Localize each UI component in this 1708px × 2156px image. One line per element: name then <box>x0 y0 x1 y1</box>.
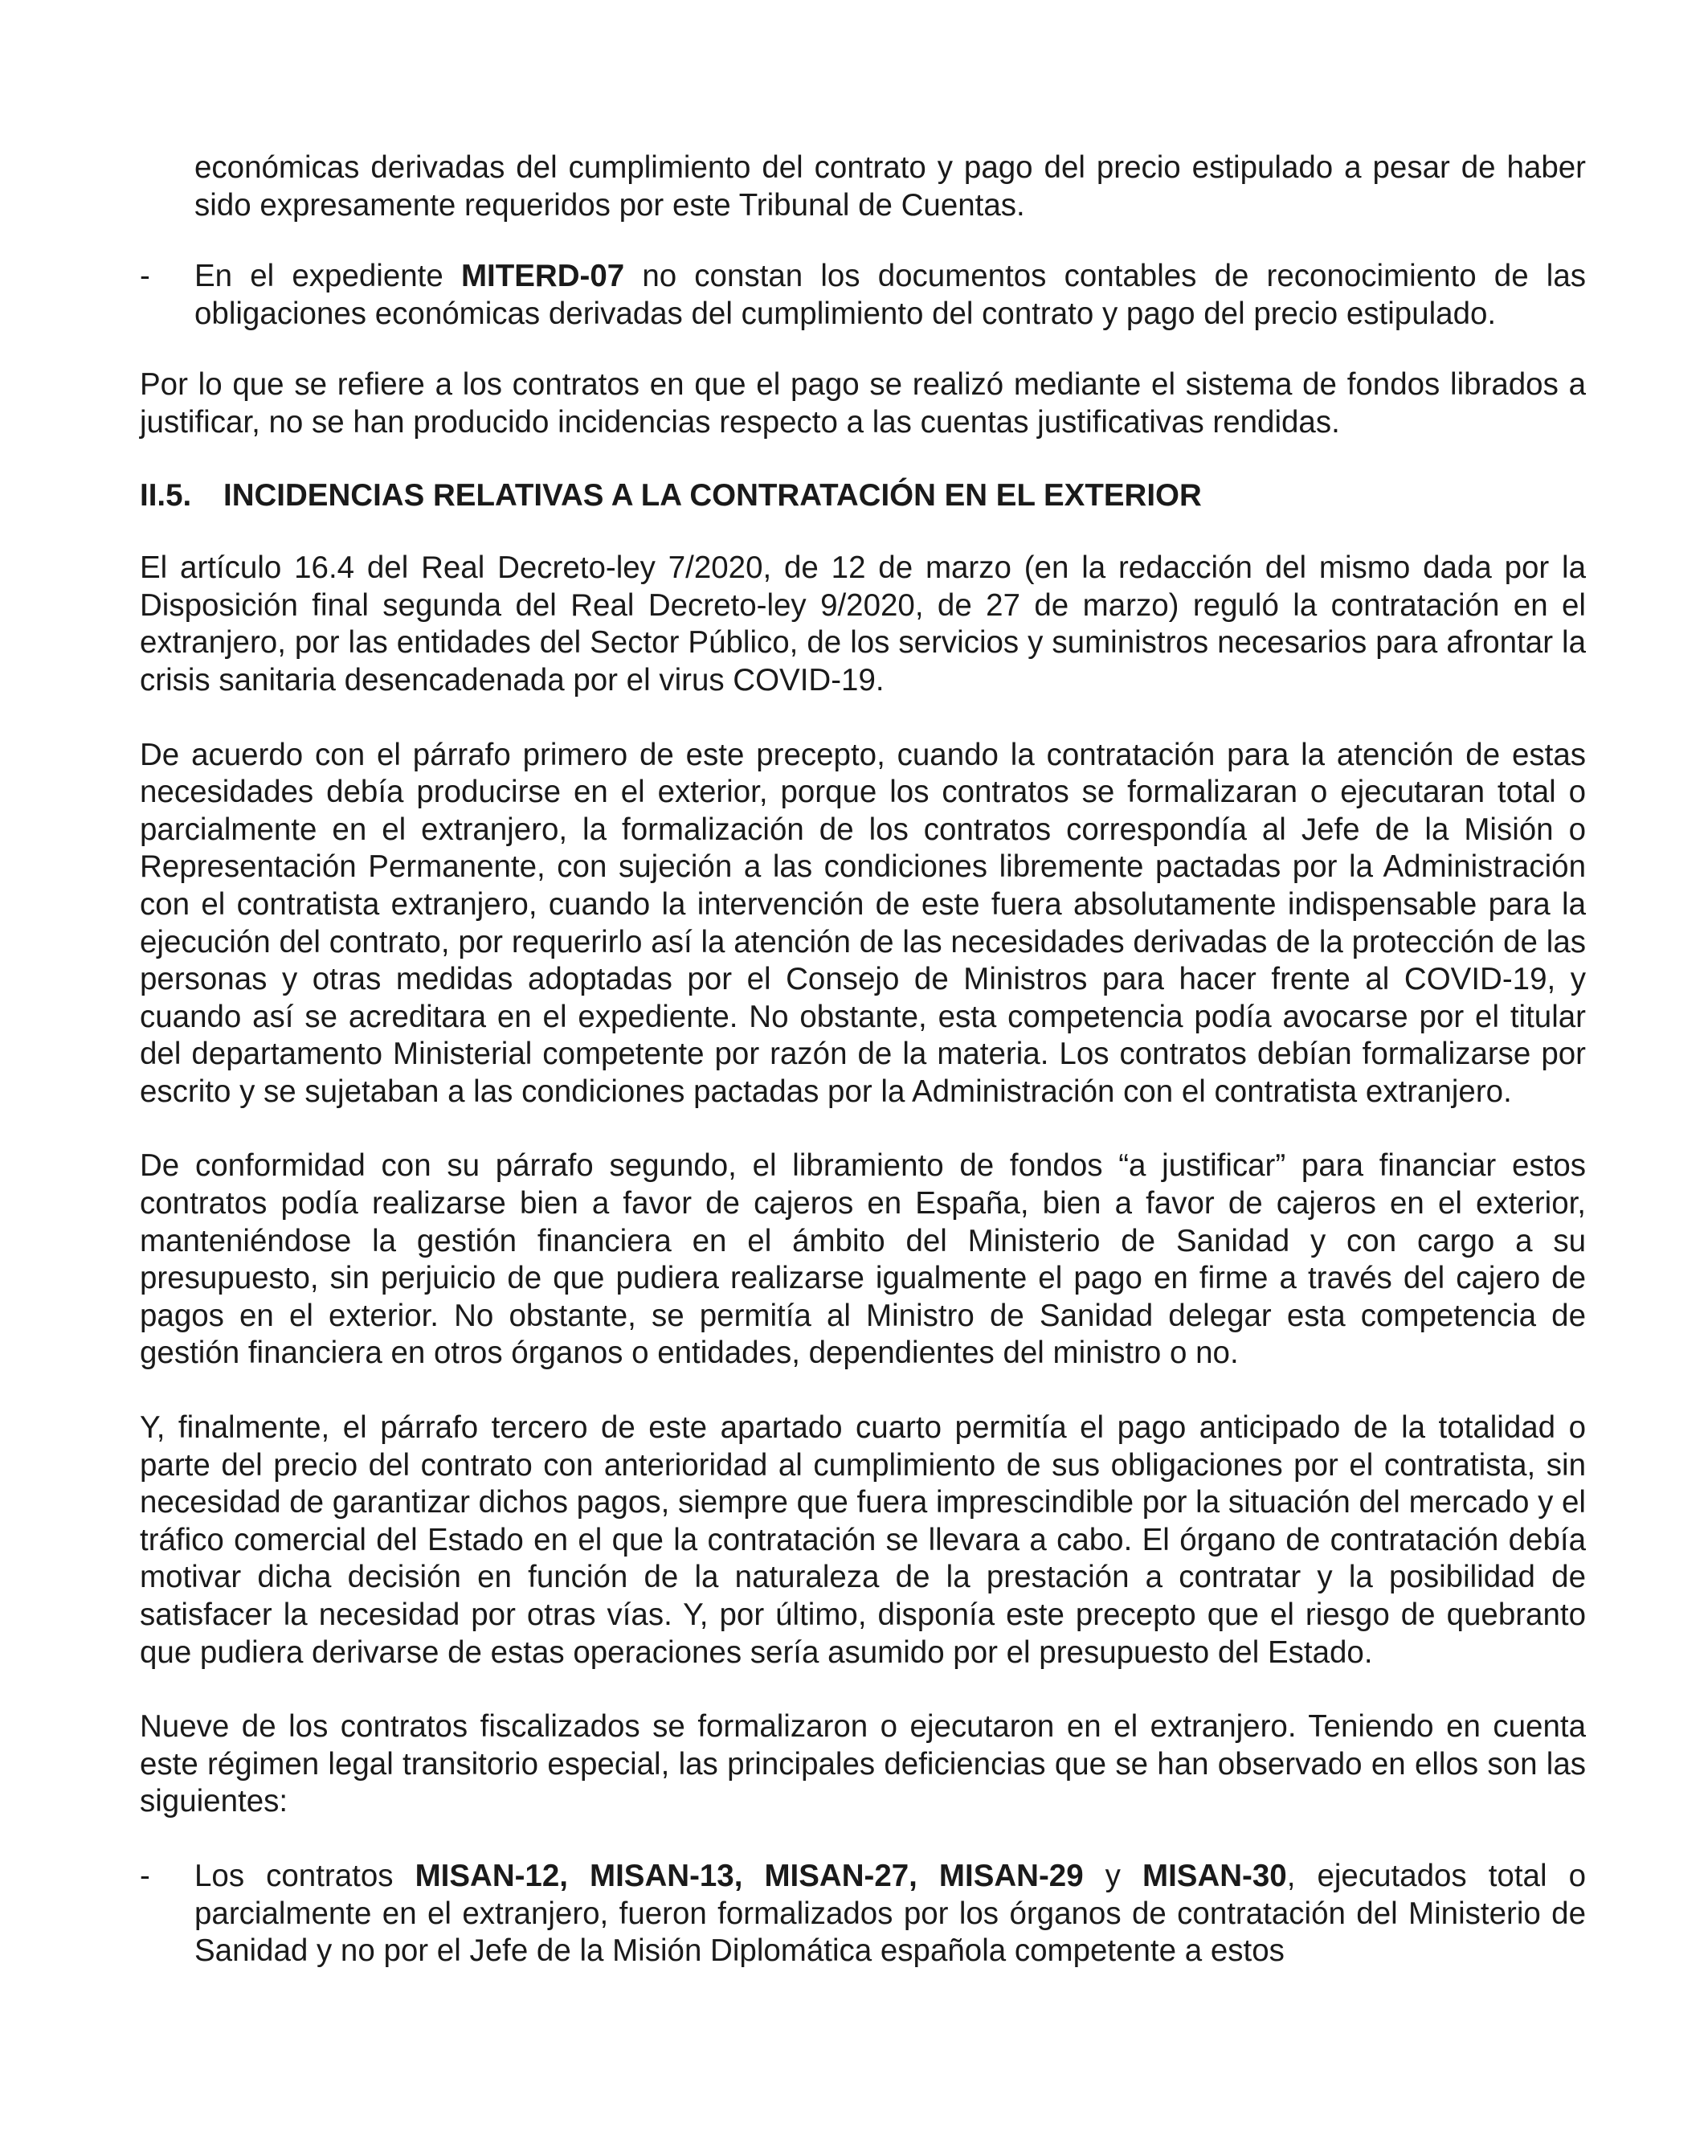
paragraph-parrafo-primero: De acuerdo con el párrafo primero de este precepto, cuando la contratación para la atención de estas necesidades debía producirse en el exterior, porque los contratos se formalizaran o ejecutaran total o parcialmente en el extranjero, la formalización de los contratos correspondía al Jefe de la Misión o Representación Permanente, con sujeción a las condiciones libremente pactadas por la Administración con el contratista extranjero, cuando la intervención de este fuera absolutamente indispensable para la ejecución del contrato, por requerirlo así la atención de las necesidades derivadas de la protección de las personas y otras medidas adoptadas por el Consejo de Ministros para hacer frente al COVID-19, y cuando así se acreditara en el expediente. No obstante, esta competencia podía avocarse por el titular del departamento Ministerial competente por razón de la materia. Los contratos debían formalizarse por escrito y se sujetaban a las condiciones pactadas por la Administración con el contratista extranjero. <box>140 737 1586 1109</box>
bullet-miterd-post: no constan los documentos contables de reconocimiento de las obligaciones económicas derivadas del cumplimiento del contrato y pago del precio estipulado. <box>194 259 1587 331</box>
bullet-dash: - <box>140 1858 150 1893</box>
document-page <box>140 149 1586 1970</box>
contract-code-last: MISAN-30 <box>1142 1858 1287 1893</box>
bullet-miterd <box>140 258 1586 333</box>
bullet-misan-pre: Los contratos <box>194 1858 415 1893</box>
paragraph-nueve-contratos: Nueve de los contratos fiscalizados se formalizaron o ejecutaron en el extranjero. Teniendo en cuenta este régimen legal transitorio especial, las principales deficiencias que se han observado en ellos son las siguientes: <box>140 1709 1586 1819</box>
contract-codes: MISAN-12, MISAN-13, MISAN-27, MISAN-29 <box>415 1858 1084 1893</box>
bullet-miterd-pre: En el expediente <box>194 259 461 294</box>
section-heading <box>140 477 1586 515</box>
paragraph-parrafo-segundo: De conformidad con su párrafo segundo, el libramiento de fondos “a justificar” para financiar estos contratos podía realizarse bien a favor de cajeros en España, bien a favor de cajeros en el exterior, manteniéndose la gestión financiera en el ámbito del Ministerio de Sanidad y con cargo a su presupuesto, sin perjuicio de que pudiera realizarse igualmente el pago en firme a través del cajero de pagos en el exterior. No obstante, se permitía al Ministro de Sanidad delegar esta competencia de gestión financiera en otros órganos o entidades, dependientes del ministro o no. <box>140 1148 1586 1371</box>
section-number: II.5. <box>140 477 192 513</box>
paragraph-parrafo-tercero: Y, finalmente, el párrafo tercero de este apartado cuarto permitía el pago anticipado de la totalidad o parte del precio del contrato con anterioridad al cumplimiento de sus obligaciones por el contratista, sin necesidad de garantizar dichos pagos, siempre que fuera imprescindible por la situación del mercado y el tráfico comercial del Estado en el que la contratación se llevara a cabo. El órgano de contratación debía motivar dicha decisión en función de la naturaleza de la prestación a contratar y la posibilidad de satisfacer la necesidad por otras vías. Y, por último, disponía este precepto que el riesgo de quebranto que pudiera derivarse de estas operaciones sería asumido por el presupuesto del Estado. <box>140 1410 1586 1670</box>
bullet-misan-post: , ejecutados total o parcialmente en el extranjero, fueron formalizados por los órganos de contratación del Ministerio de Sanidad y no por el Jefe de la Misión Diplomática española competente a estos <box>194 1858 1586 1969</box>
section-title: INCIDENCIAS RELATIVAS A LA CONTRATACIÓN EN EL EXTERIOR <box>223 477 1202 513</box>
paragraph-articulo: El artículo 16.4 del Real Decreto-ley 7/2020, de 12 de marzo (en la redacción del mismo dada por la Disposición final segunda del Real Decreto-ley 9/2020, de 27 de marzo) reguló la contratación en el extranjero, por las entidades del Sector Público, de los servicios y suministros necesarios para afrontar la crisis sanitaria desencadenada por el virus COVID-19. <box>140 550 1586 698</box>
bullet-misan <box>140 1858 1586 1970</box>
paragraph-fondos: Por lo que se refiere a los contratos en que el pago se realizó mediante el sistema de fondos librados a justificar, no se han producido incidencias respecto a las cuentas justificativas rendidas. <box>140 367 1586 440</box>
bullet-dash: - <box>140 259 150 294</box>
expediente-code: MITERD-07 <box>460 259 625 294</box>
continuation-text: económicas derivadas del cumplimiento del contrato y pago del precio estipulado a pesar de haber sido expresamente requeridos por este Tribunal de Cuentas. <box>194 150 1586 223</box>
bullet-misan-and: y <box>1083 1858 1142 1893</box>
